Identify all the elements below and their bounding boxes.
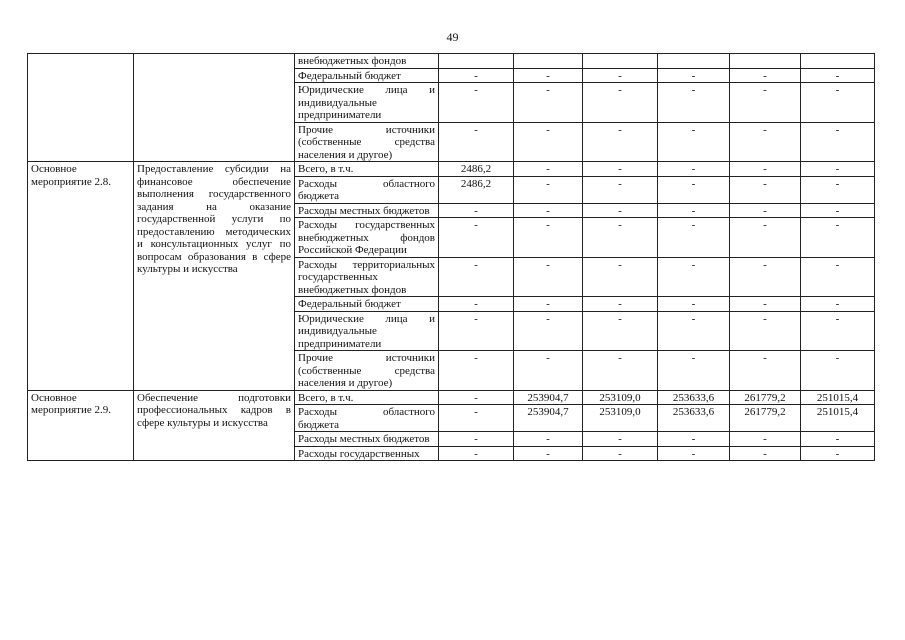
value-cell: - — [658, 446, 730, 461]
value-cell: - — [439, 405, 514, 432]
value-cell: - — [658, 68, 730, 83]
value-cell: - — [583, 297, 658, 312]
value-cell: - — [801, 446, 875, 461]
value-cell: - — [801, 311, 875, 351]
value-cell: - — [583, 218, 658, 258]
value-cell: - — [439, 446, 514, 461]
value-cell: - — [658, 203, 730, 218]
value-cell: - — [730, 311, 801, 351]
value-cell: 253109,0 — [583, 390, 658, 405]
value-cell: - — [439, 297, 514, 312]
value-cell: - — [514, 68, 583, 83]
value-cell: 253109,0 — [583, 405, 658, 432]
value-cell: - — [514, 162, 583, 177]
continuation-code-cell — [28, 54, 134, 162]
activity-description-cell: Обеспечение подготовки профессиональных кадров в сфере культуры и искусства — [134, 390, 295, 461]
table-row — [28, 162, 875, 177]
funding-source-cell: Федеральный бюджет — [295, 68, 439, 83]
value-cell: - — [514, 176, 583, 203]
value-cell: - — [583, 351, 658, 391]
funding-source-cell: Расходы государственных — [295, 446, 439, 461]
program-funding-table — [27, 53, 875, 461]
value-cell: 2486,2 — [439, 162, 514, 177]
value-cell: - — [658, 162, 730, 177]
value-cell: - — [730, 203, 801, 218]
value-cell: - — [583, 311, 658, 351]
value-cell: 253904,7 — [514, 390, 583, 405]
value-cell: - — [801, 351, 875, 391]
value-cell: - — [730, 257, 801, 297]
value-cell: 261779,2 — [730, 390, 801, 405]
value-cell: - — [730, 68, 801, 83]
value-cell: - — [801, 68, 875, 83]
funding-source-cell: Всего, в т.ч. — [295, 390, 439, 405]
value-cell: - — [439, 203, 514, 218]
value-cell: - — [439, 351, 514, 391]
value-cell: 251015,4 — [801, 390, 875, 405]
value-cell: - — [658, 122, 730, 162]
value-cell: - — [801, 257, 875, 297]
funding-source-cell: Прочие источники (собственные средства населения и другое) — [295, 122, 439, 162]
value-cell: - — [439, 390, 514, 405]
value-cell: - — [439, 83, 514, 123]
value-cell: - — [583, 68, 658, 83]
value-cell: - — [730, 446, 801, 461]
value-cell — [439, 54, 514, 69]
continuation-description-cell — [134, 54, 295, 162]
funding-source-cell: Федеральный бюджет — [295, 297, 439, 312]
value-cell: - — [658, 218, 730, 258]
value-cell: - — [439, 432, 514, 447]
value-cell: - — [583, 257, 658, 297]
value-cell: - — [583, 432, 658, 447]
value-cell: - — [583, 203, 658, 218]
funding-source-cell: Прочие источники (собственные средства населения и другое) — [295, 351, 439, 391]
value-cell: - — [801, 218, 875, 258]
value-cell: - — [801, 203, 875, 218]
page-number: 49 — [446, 30, 459, 44]
funding-source-cell: Расходы областного бюджета — [295, 405, 439, 432]
value-cell: - — [514, 311, 583, 351]
value-cell: - — [658, 432, 730, 447]
value-cell: - — [583, 162, 658, 177]
activity-description-cell: Предоставление субсидии на финансовое обеспечение выполнения государственного задания на оказание государственной услуги по предоставлению методических и консультационных услуг по вопросам образования в сфере культуры и искусства — [134, 162, 295, 391]
value-cell: - — [439, 257, 514, 297]
activity-code-cell: Основное мероприятие 2.9. — [28, 390, 134, 461]
funding-source-cell: Расходы местных бюджетов — [295, 432, 439, 447]
value-cell: - — [658, 83, 730, 123]
table-row — [28, 54, 875, 69]
value-cell: - — [730, 176, 801, 203]
value-cell: 2486,2 — [439, 176, 514, 203]
value-cell: - — [658, 176, 730, 203]
value-cell: - — [730, 122, 801, 162]
value-cell: - — [730, 351, 801, 391]
funding-source-cell: Расходы местных бюджетов — [295, 203, 439, 218]
value-cell: - — [439, 311, 514, 351]
value-cell: - — [801, 122, 875, 162]
funding-source-cell: внебюджетных фондов — [295, 54, 439, 69]
value-cell: - — [514, 351, 583, 391]
value-cell: - — [658, 351, 730, 391]
value-cell — [730, 54, 801, 69]
value-cell: - — [801, 297, 875, 312]
activity-code-cell: Основное мероприятие 2.8. — [28, 162, 134, 391]
value-cell: - — [514, 432, 583, 447]
value-cell: 253904,7 — [514, 405, 583, 432]
table-body — [28, 54, 875, 461]
value-cell: 251015,4 — [801, 405, 875, 432]
value-cell: - — [439, 122, 514, 162]
value-cell: - — [583, 176, 658, 203]
value-cell: - — [730, 297, 801, 312]
funding-source-cell: Всего, в т.ч. — [295, 162, 439, 177]
value-cell: - — [658, 297, 730, 312]
value-cell: - — [730, 218, 801, 258]
value-cell — [658, 54, 730, 69]
value-cell: - — [514, 446, 583, 461]
value-cell: - — [439, 68, 514, 83]
value-cell: - — [801, 432, 875, 447]
value-cell — [514, 54, 583, 69]
value-cell: - — [730, 162, 801, 177]
value-cell: - — [514, 297, 583, 312]
value-cell: - — [801, 83, 875, 123]
value-cell: - — [658, 311, 730, 351]
value-cell: - — [801, 162, 875, 177]
value-cell: - — [514, 218, 583, 258]
funding-source-cell: Расходы областного бюджета — [295, 176, 439, 203]
value-cell: - — [583, 83, 658, 123]
value-cell: - — [658, 257, 730, 297]
value-cell — [583, 54, 658, 69]
value-cell: - — [801, 176, 875, 203]
value-cell: - — [583, 122, 658, 162]
value-cell: 253633,6 — [658, 405, 730, 432]
value-cell: - — [583, 446, 658, 461]
funding-source-cell: Юридические лица и индивидуальные предприниматели — [295, 83, 439, 123]
value-cell: - — [514, 257, 583, 297]
value-cell: - — [439, 218, 514, 258]
value-cell: - — [730, 83, 801, 123]
value-cell: - — [730, 432, 801, 447]
funding-source-cell: Расходы территориальных государственных внебюджетных фондов — [295, 257, 439, 297]
value-cell: - — [514, 122, 583, 162]
table-row — [28, 390, 875, 405]
value-cell — [801, 54, 875, 69]
value-cell: - — [514, 83, 583, 123]
funding-source-cell: Расходы государственных внебюджетных фондов Российской Федерации — [295, 218, 439, 258]
value-cell: - — [514, 203, 583, 218]
funding-source-cell: Юридические лица и индивидуальные предприниматели — [295, 311, 439, 351]
value-cell: 253633,6 — [658, 390, 730, 405]
value-cell: 261779,2 — [730, 405, 801, 432]
